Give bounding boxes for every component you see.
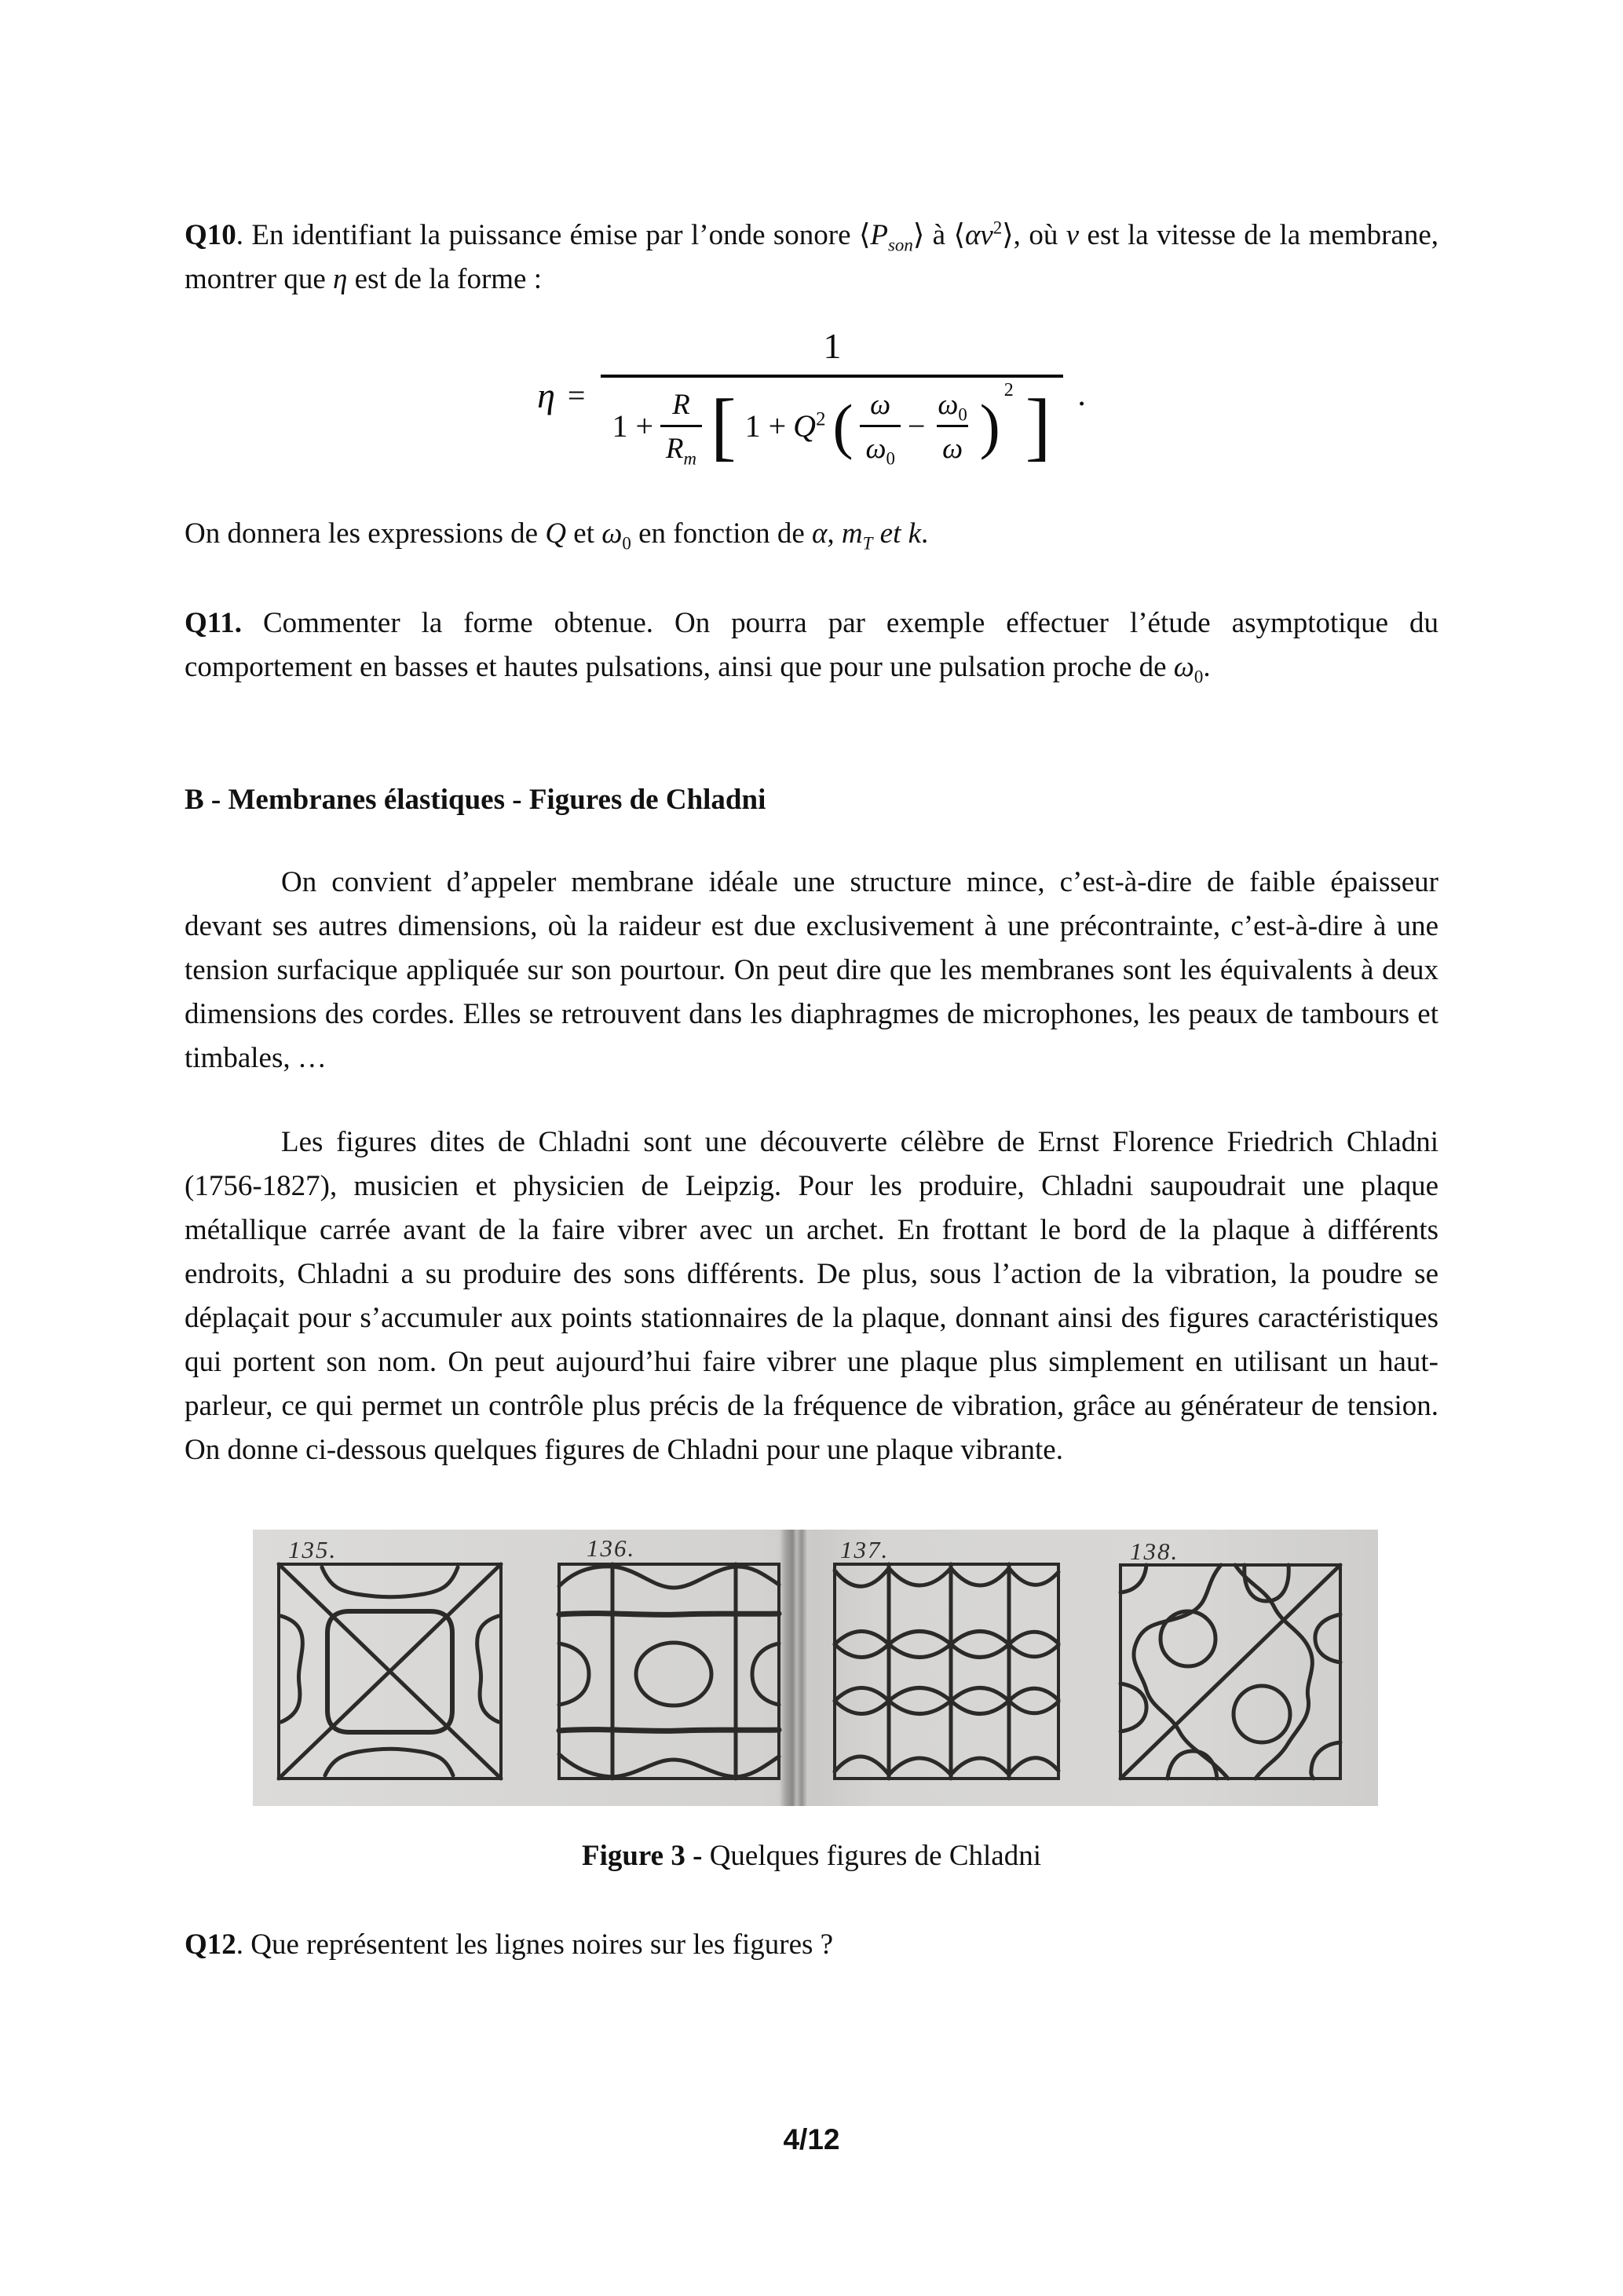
math-var: η bbox=[333, 263, 348, 295]
math-var: ω bbox=[601, 517, 623, 550]
text-run: ⟩, où bbox=[1002, 219, 1066, 251]
paragraph-membranes: On convient d’appeler membrane idéale une structure mince, c’est-à-dire de faible épaisseur devant ses autres dimensions, où la raideur est due exclusivement à une précontrainte, c’est-à-dire à une tension surfacique appliquée sur son pourtour. On peut dire que les membranes sont les équivalents à deux dimensions des cordes. Elles se retrouvent dans les diaphragmes de microphones, les peaux de tambours et timbales, … bbox=[185, 866, 1438, 1074]
math-var: m bbox=[834, 517, 863, 550]
question-q12 bbox=[185, 1923, 1438, 1967]
text-run: est la vitesse de la membrane, montrer que bbox=[185, 219, 1439, 295]
fraction-numerator: 1 bbox=[823, 326, 842, 366]
equals-sign: = bbox=[567, 377, 586, 413]
math-var: αv bbox=[964, 219, 993, 251]
chladni-figure bbox=[253, 1530, 1378, 1806]
question-label: Q12 bbox=[185, 1929, 236, 1961]
math-var-eta: η bbox=[537, 375, 555, 415]
note-on-donnera bbox=[185, 512, 1438, 556]
text-run: . bbox=[1203, 651, 1211, 683]
paragraph-chladni-history: Les figures dites de Chladni sont une découverte célèbre de Ernst Florence Friedrich Chladni (1756-1827), musicien et physicien de Leipzig. Pour les produire, Chladni saupoudrait une plaque métallique carrée avant de la faire vibrer avec un archet. En frottant le bord de la plaque à différents endroits, Chladni a su produire des sons différents. De plus, sous l’action de la vibration, la poudre se déplaçait pour s’accumuler aux points stationnaires de la plaque, donnant ainsi des figures caractéristiques qui portent son nom. On peut aujourd’hui faire vibrer une plaque plus simplement en utilisant un haut-parleur, ce qui permet un contrôle plus précis de la fréquence de vibration, grâce au générateur de tension. On donne ci-dessous quelques figures de Chladni pour une plaque vibrante. bbox=[185, 1126, 1438, 1466]
panel-label-137: 137. bbox=[840, 1536, 890, 1563]
text-run: ⟩ à ⟨ bbox=[912, 219, 965, 251]
figure-caption bbox=[0, 1837, 1623, 1876]
figure-caption-number: Figure 3 - bbox=[581, 1840, 710, 1872]
text-run: . Que représentent les lignes noires sur les figures ? bbox=[236, 1929, 834, 1961]
math-sub: T bbox=[862, 533, 873, 554]
math-var: P bbox=[870, 219, 888, 251]
main-fraction bbox=[601, 325, 1063, 469]
panel-label-136: 136. bbox=[587, 1534, 636, 1562]
question-label: Q11. bbox=[185, 607, 242, 639]
text-run: est de la forme : bbox=[347, 263, 543, 295]
question-q10 bbox=[185, 214, 1438, 302]
text-run: . En identifiant la puissance émise par l’onde sonore bbox=[236, 219, 859, 251]
angle-bracket: ⟨ bbox=[858, 219, 871, 251]
page-number: 4/12 bbox=[783, 2123, 840, 2155]
text-run: en fonction de bbox=[631, 517, 812, 550]
scan-paper-background bbox=[253, 1530, 1378, 1806]
trailing-period: . bbox=[1077, 377, 1086, 413]
math-term: 1 + bbox=[612, 408, 654, 444]
fraction-w0-w: $\frac{\omega_0}{\omega}$ bbox=[938, 388, 967, 464]
panel-label-138: 138. bbox=[1130, 1537, 1179, 1565]
fraction-R-Rm: $\frac{R}{R_m}$ bbox=[660, 387, 702, 465]
math-sub: 0 bbox=[1193, 667, 1204, 687]
book-fold-band bbox=[780, 1530, 808, 1806]
math-var: ω bbox=[1173, 651, 1194, 683]
exponent-2: 2 bbox=[1003, 380, 1014, 400]
chladni-figure-svg bbox=[253, 1530, 1378, 1806]
math-term-Q2: $Q^2$ bbox=[793, 408, 826, 444]
math-sub: son bbox=[887, 235, 913, 255]
math-sub: 0 bbox=[622, 533, 631, 554]
figure-caption-text: Quelques figures de Chladni bbox=[709, 1840, 1042, 1872]
math-var: Q bbox=[545, 517, 567, 550]
math-var: et k bbox=[872, 517, 922, 550]
section-heading-b: B - Membranes élastiques - Figures de Chladni bbox=[185, 784, 766, 816]
fraction-w-w0: $\frac{\omega}{\omega_0}$ bbox=[860, 387, 900, 465]
question-q11 bbox=[185, 601, 1438, 689]
question-label: Q10 bbox=[185, 219, 236, 251]
fraction-denominator: 1 + $\frac{R}{R_m}$ [ 1 + $Q^2$ ( $\frac{\omega}{\omega_0}$ − $\frac{\omega_0}{\omega}$ ) 2 ] bbox=[601, 375, 1063, 465]
text-run: On donnera les expressions de bbox=[185, 517, 546, 550]
math-term: 1 + bbox=[744, 408, 787, 444]
equation-eta bbox=[0, 325, 1623, 469]
math-sup: 2 bbox=[992, 218, 1003, 238]
text-run: . bbox=[921, 517, 929, 550]
minus-sign: − bbox=[907, 408, 926, 444]
math-var: α, bbox=[812, 517, 835, 550]
text-run: Commenter la forme obtenue. On pourra par exemple effectuer l’étude asymptotique du comportement en basses et hautes pulsations, ainsi que pour une pulsation proche de bbox=[185, 607, 1438, 683]
panel-label-135: 135. bbox=[288, 1536, 338, 1563]
text-run: et bbox=[566, 517, 602, 550]
math-var: v bbox=[1066, 219, 1080, 251]
